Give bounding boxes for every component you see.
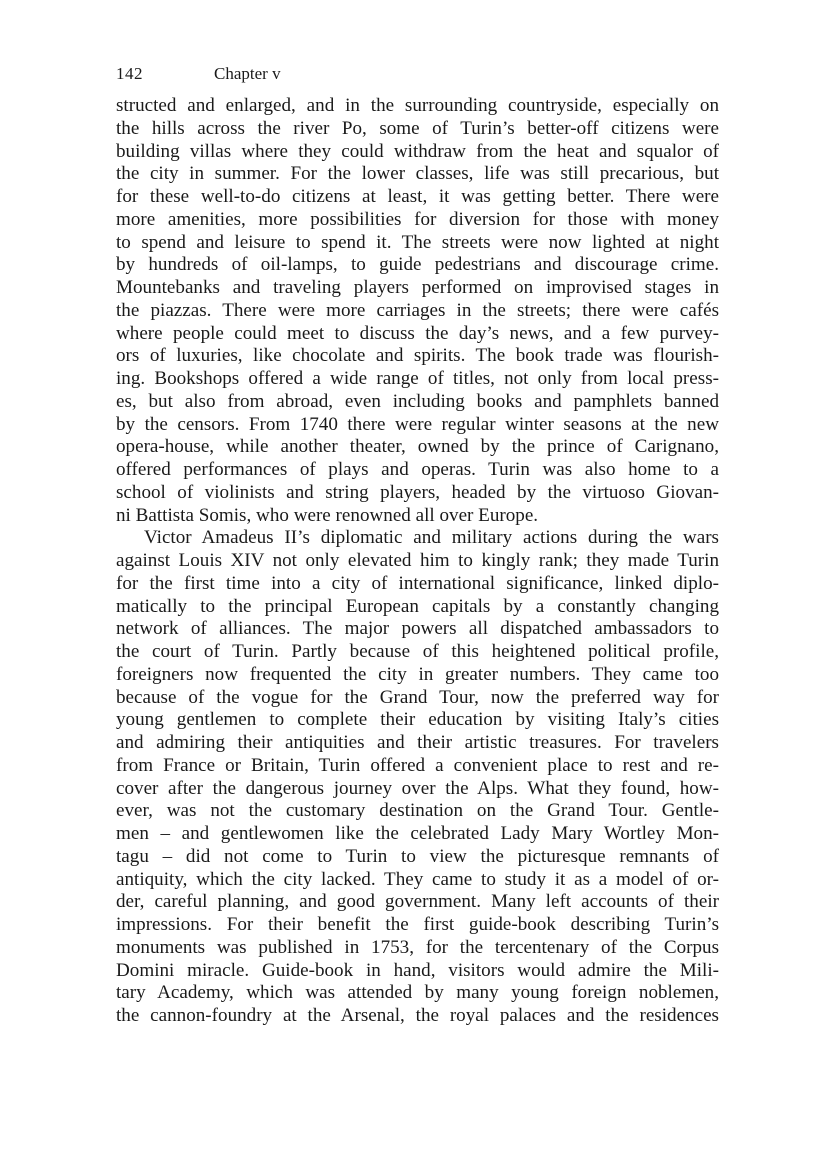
text-line: building villas where they could withdraw from the heat and squalor of <box>116 140 719 162</box>
text-line: ing. Bookshops offered a wide range of titles, not only from local press- <box>116 368 719 389</box>
text-line: matically to the principal European capitals by a constantly changing <box>116 595 719 617</box>
text-line: where people could meet to discuss the day’s news, and a few purvey- <box>116 322 719 344</box>
text-line: impressions. For their benefit the first guide-book describing Turin’s <box>116 914 719 935</box>
text-line: der, careful planning, and good government. Many left accounts of their <box>116 891 719 913</box>
text-line: cover after the dangerous journey over the Alps. What they found, how- <box>116 777 719 799</box>
text-line: Domini miracle. Guide-book in hand, visitors would admire the Mili- <box>116 959 719 981</box>
text-line: the city in summer. For the lower classes, life was still precarious, but <box>116 163 719 185</box>
text-line: from France or Britain, Turin offered a convenient place to rest and re- <box>116 754 719 776</box>
text-line: tagu – did not come to Turin to view the picturesque remnants of <box>116 845 719 867</box>
text-line: tary Academy, which was attended by many young foreign noblemen, <box>116 982 719 1004</box>
text-line: ever, was not the customary destination on the Grand Tour. Gentle- <box>116 800 719 822</box>
text-line: monuments was published in 1753, for the tercentenary of the Corpus <box>116 936 719 958</box>
text-line: ors of luxuries, like chocolate and spirits. The book trade was flourish- <box>116 345 719 367</box>
body-text <box>116 95 719 1028</box>
text-line: to spend and leisure to spend it. The streets were now lighted at night <box>116 231 719 253</box>
text-line: young gentlemen to complete their education by visiting Italy’s cities <box>116 709 719 731</box>
text-line: for these well-to-do citizens at least, it was getting better. There were <box>116 186 719 207</box>
text-line: structed and enlarged, and in the surrounding countryside, especially on <box>116 95 719 116</box>
text-line: the cannon-foundry at the Arsenal, the royal palaces and the residences <box>116 1005 719 1026</box>
text-line: more amenities, more possibilities for diversion for those with money <box>116 208 719 230</box>
text-line: men – and gentlewomen like the celebrated Lady Mary Wortley Mon- <box>116 823 719 844</box>
text-line: ni Battista Somis, who were renowned all over Europe. <box>116 504 539 526</box>
book-page <box>116 62 719 1028</box>
text-line: network of alliances. The major powers all dispatched ambassadors to <box>116 618 719 640</box>
text-line: foreigners now frequented the city in greater numbers. They came too <box>116 663 719 685</box>
text-line: offered performances of plays and operas. Turin was also home to a <box>116 459 719 480</box>
text-line: because of the vogue for the Grand Tour, now the preferred way for <box>116 686 719 708</box>
page-number: 142 <box>116 64 143 83</box>
text-line: by the censors. From 1740 there were regular winter seasons at the new <box>116 413 719 435</box>
text-line: antiquity, which the city lacked. They came to study it as a model of or- <box>116 868 719 890</box>
text-line: Victor Amadeus II’s diplomatic and military actions during the wars <box>144 527 719 549</box>
text-line: opera-house, while another theater, owned by the prince of Carignano, <box>116 436 719 458</box>
text-line: the hills across the river Po, some of Turin’s better-off citizens were <box>116 117 719 139</box>
running-head <box>116 62 719 86</box>
text-line: school of violinists and string players, headed by the virtuoso Giovan- <box>116 481 719 503</box>
text-line: against Louis XIV not only elevated him to kingly rank; they made Turin <box>116 550 719 571</box>
text-line: by hundreds of oil-lamps, to guide pedestrians and discourage crime. <box>116 254 719 276</box>
chapter-title: Chapter v <box>214 64 281 83</box>
paragraph <box>116 527 719 1028</box>
text-line: for the first time into a city of international significance, linked diplo- <box>116 572 719 594</box>
text-line: es, but also from abroad, even including books and pamphlets banned <box>116 390 719 412</box>
text-line: the piazzas. There were more carriages in the streets; there were cafés <box>116 299 719 321</box>
paragraph <box>116 95 719 527</box>
text-line: and admiring their antiquities and their artistic treasures. For travelers <box>116 732 719 753</box>
text-line: Mountebanks and traveling players performed on improvised stages in <box>116 277 719 298</box>
text-line: the court of Turin. Partly because of this heightened political profile, <box>116 641 719 662</box>
